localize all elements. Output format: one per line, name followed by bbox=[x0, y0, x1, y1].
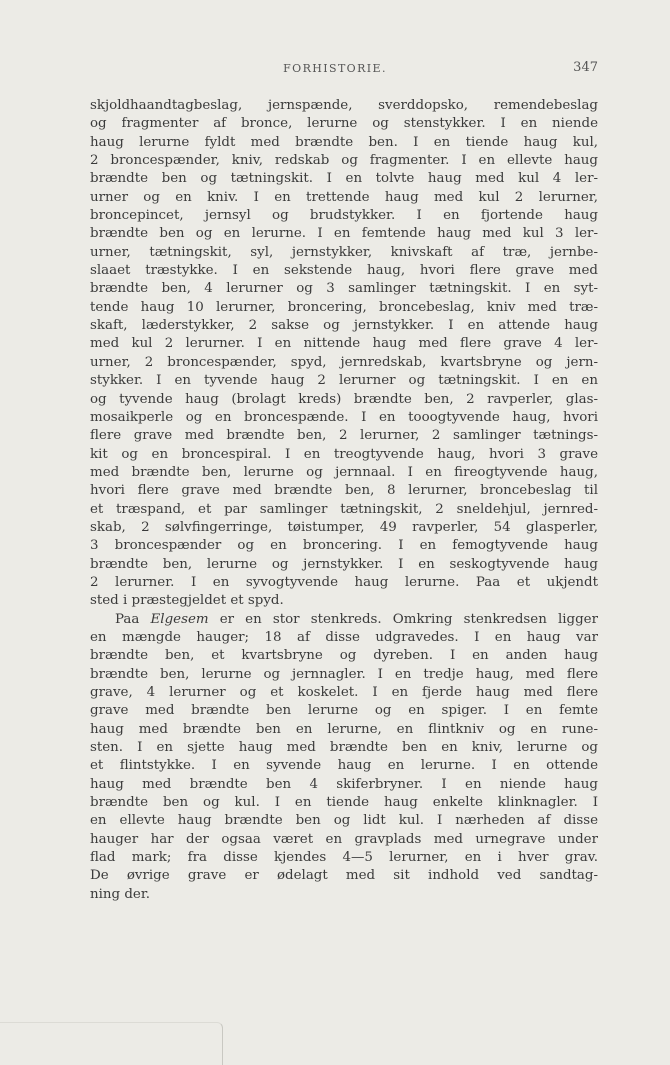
text-line: haug med brændte ben 4 skiferbryner. I en niende haug bbox=[90, 776, 598, 792]
text-line: tende haug 10 lerurner, broncering, broncebeslag, kniv med træ- bbox=[90, 299, 598, 315]
text-line: stykker. I en tyvende haug 2 lerurner og tætningskit. I en en bbox=[90, 373, 598, 389]
text-line: brændte ben, lerurne og jernstykker. I en seskogtyvende haug bbox=[90, 556, 598, 572]
text-line: hvori flere grave med brændte ben, 8 lerurner, broncebeslag til bbox=[90, 483, 598, 499]
text-line: grave, 4 lerurner og et koskelet. I en fjerde haug med flere bbox=[90, 685, 598, 700]
body-text bbox=[90, 97, 598, 904]
text-line: en mængde hauger; 18 af disse udgravedes. I en haug var bbox=[90, 629, 598, 645]
text-line: med brændte ben, lerurne og jernnaal. I en fireogtyvende haug, bbox=[90, 464, 598, 480]
text-line: brændte ben og tætningskit. I en tolvte haug med kul 4 ler- bbox=[90, 171, 598, 187]
text-line: brændte ben, lerurne og jernnagler. I en tredje haug, med flere bbox=[90, 666, 598, 682]
text-line: haug med brændte ben en lerurne, en flintkniv og en rune- bbox=[90, 721, 598, 737]
text-line: hauger har der ogsaa været en gravplads med urnegrave under bbox=[90, 831, 598, 847]
text-line: mosaikperle og en broncespænde. I en tooogtyvende haug, hvori bbox=[90, 409, 598, 425]
text-line: sted i præstegjeldet et spyd. bbox=[90, 593, 284, 609]
text-line: slaaet træstykke. I en sekstende haug, hvori flere grave med bbox=[90, 263, 598, 279]
text-line: flere grave med brændte ben, 2 lerurner, 2 samlinger tætnings- bbox=[90, 428, 598, 444]
text-line: urner og en kniv. I en trettende haug med kul 2 lerurner, bbox=[90, 189, 598, 205]
text-line: haug lerurne fyldt med brændte ben. I en tiende haug kul, bbox=[90, 134, 598, 150]
text-line: skjoldhaandtagbeslag, jernspænde, sverddopsko, remendebeslag bbox=[90, 98, 598, 113]
text-line: 3 broncespænder og en broncering. I en femogtyvende haug bbox=[90, 538, 598, 554]
text-line: brændte ben, 4 lerurner og 3 samlinger tætningskit. I en syt- bbox=[90, 281, 598, 297]
text-line: brændte ben og kul. I en tiende haug enkelte klinknagler. I bbox=[90, 795, 598, 811]
text-line: brændte ben, et kvartsbryne og dyreben. I en anden haug bbox=[90, 648, 598, 664]
text-line: urner, 2 broncespænder, spyd, jernredskab, kvartsbryne og jern- bbox=[90, 354, 598, 370]
text-line: Paa Elgesem er en stor stenkreds. Omkring stenkredsen ligger bbox=[115, 611, 598, 627]
text-line: 2 lerurner. I en syvogtyvende haug lerurne. Paa et ukjendt bbox=[90, 574, 598, 590]
text-line: og fragmenter af bronce, lerurne og stenstykker. I en niende bbox=[90, 116, 598, 132]
text-line: en ellevte haug brændte ben og lidt kul. I nærheden af disse bbox=[90, 813, 598, 829]
text-line: flad mark; fra disse kjendes 4—5 lerurner, en i hver grav. bbox=[90, 850, 598, 866]
page-number: 347 bbox=[573, 60, 598, 75]
text-line: brændte ben og en lerurne. I en femtende haug med kul 3 ler- bbox=[90, 226, 598, 242]
running-header: FORHISTORIE. bbox=[283, 62, 387, 75]
text-line: ning der. bbox=[90, 886, 151, 902]
text-line: skaft, læderstykker, 2 sakse og jernstykker. I en attende haug bbox=[90, 318, 598, 334]
text-line: grave med brændte ben lerurne og en spiger. I en femte bbox=[90, 703, 598, 719]
text-line: De øvrige grave er ødelagt med sit indhold ved sandtag- bbox=[90, 868, 598, 884]
text-line: et træspand, et par samlinger tætningskit, 2 sneldehjul, jernred- bbox=[90, 501, 598, 517]
page-corner-mark bbox=[0, 1022, 223, 1065]
text-line: et flintstykke. I en syvende haug en lerurne. I en ottende bbox=[90, 758, 598, 774]
text-line: og tyvende haug (brolagt kreds) brændte ben, 2 ravperler, glas- bbox=[90, 391, 598, 407]
text-line: 2 broncespænder, kniv, redskab og fragmenter. I en ellevte haug bbox=[90, 153, 598, 169]
place-name: Elgesem bbox=[150, 611, 209, 627]
text-line: broncepincet, jernsyl og brudstykker. I en fjortende haug bbox=[90, 208, 598, 224]
text-line: sten. I en sjette haug med brændte ben en kniv, lerurne og bbox=[90, 740, 598, 756]
text-line: skab, 2 sølvfingerringe, tøistumper, 49 ravperler, 54 glasperler, bbox=[90, 519, 598, 535]
text-line: med kul 2 lerurner. I en nittende haug med flere grave 4 ler- bbox=[90, 336, 598, 352]
text-line: urner, tætningskit, syl, jernstykker, knivskaft af træ, jernbe- bbox=[90, 244, 598, 260]
text-line: kit og en broncespiral. I en treogtyvende haug, hvori 3 grave bbox=[90, 446, 598, 462]
